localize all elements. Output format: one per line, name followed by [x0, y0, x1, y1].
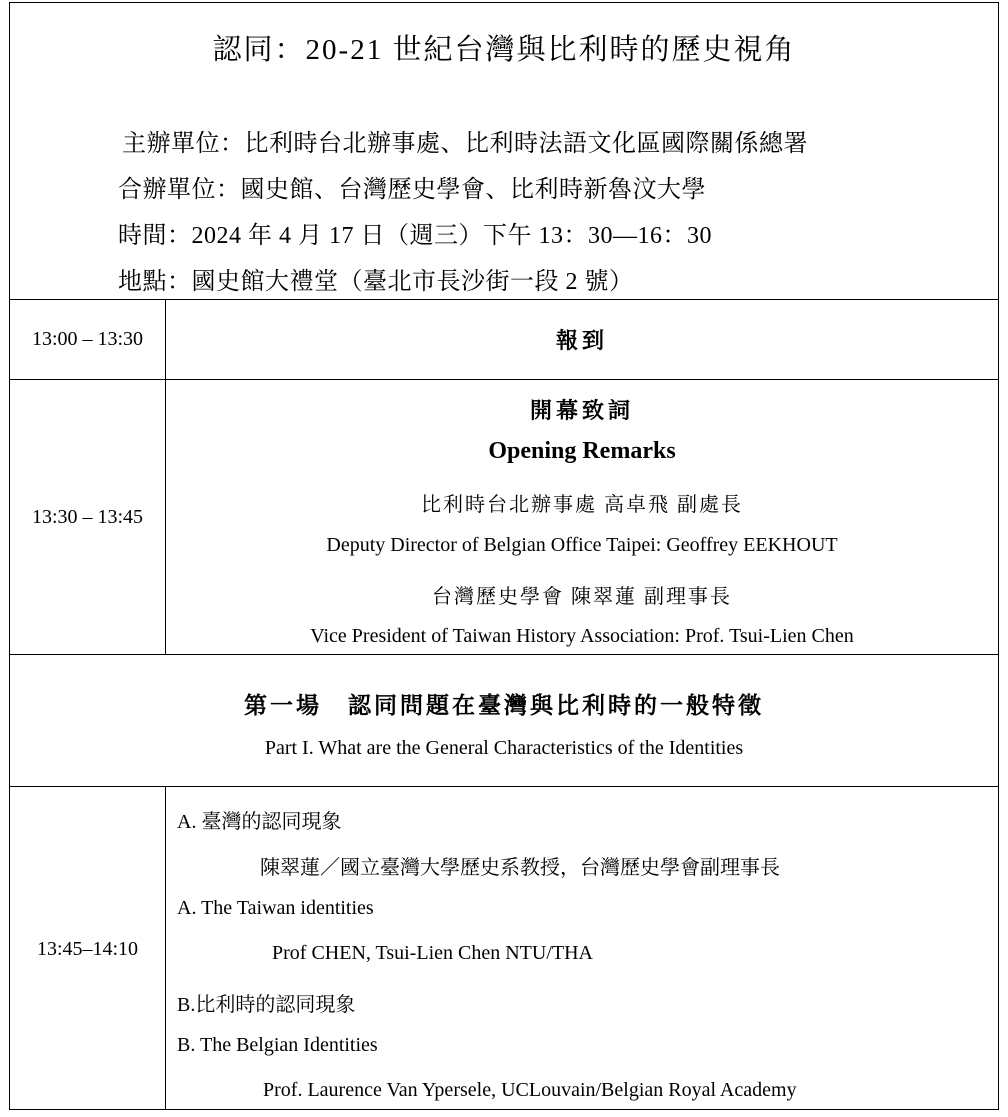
speaker2-en: Vice President of Taiwan History Association: Prof. Tsui-Lien Chen: [310, 625, 854, 647]
talk-a-title-zh: A. 臺灣的認同現象: [177, 811, 342, 833]
time-cell: 13:00 – 13:30: [10, 300, 166, 379]
talk-a-speaker-en: Prof CHEN, Tsui-Lien Chen NTU/THA: [272, 942, 593, 964]
speaker2-zh: 台灣歷史學會 陳翠蓮 副理事長: [432, 586, 732, 608]
program-header: [10, 3, 998, 300]
talk-b-speaker-en: Prof. Laurence Van Ypersele, UCLouvain/Belgian Royal Academy: [263, 1079, 797, 1101]
program-table: [9, 2, 999, 1110]
organizer-line: 主辦單位：比利時台北辦事處、比利時法語文化區國際關係總署: [122, 131, 808, 157]
opening-content: [166, 380, 998, 654]
schedule-row-opening: [10, 380, 998, 655]
talk-a-title-en: A. The Taiwan identities: [177, 897, 374, 919]
co-organizer-line: 合辦單位：國史館、台灣歷史學會、比利時新魯汶大學: [118, 177, 706, 203]
page-title: 認同：20-21 世紀台灣與比利時的歷史視角: [212, 34, 796, 66]
speaker1-en: Deputy Director of Belgian Office Taipei: Geoffrey EEKHOUT: [326, 534, 838, 556]
opening-title-en: Opening Remarks: [488, 438, 676, 464]
time-cell: 13:45–14:10: [10, 787, 166, 1110]
session-label: 第一場: [244, 693, 322, 718]
session-topic: 認同問題在臺灣與比利時的一般特徵: [348, 693, 764, 718]
speaker1-zh: 比利時台北辦事處 高卓飛 副處長: [421, 494, 743, 516]
session-title-en: Part I. What are the General Characteristics of the Identities: [264, 737, 744, 759]
talks-content: [166, 787, 998, 1110]
opening-title-zh: 開幕致詞: [529, 398, 634, 423]
session-header-row: [10, 655, 998, 787]
schedule-row-talks: [10, 787, 998, 1110]
talk-b-title-zh: B.比利時的認同現象: [177, 994, 356, 1016]
talk-b-title-en: B. The Belgian Identities: [177, 1034, 378, 1056]
location-line: 地點：國史館大禮堂（臺北市長沙街一段 2 號）: [118, 269, 634, 295]
event-info: [118, 121, 808, 305]
time-line: 時間：2024 年 4 月 17 日（週三）下午 13：30—16：30: [118, 223, 712, 249]
time-cell: 13:30 – 13:45: [10, 380, 166, 654]
registration-label: 報到: [555, 328, 608, 353]
session-title-zh: [10, 687, 998, 720]
schedule-row-registration: [10, 300, 998, 380]
talk-a-speaker-zh: 陳翠蓮／國立臺灣大學歷史系教授，台灣歷史學會副理事長: [260, 857, 780, 879]
